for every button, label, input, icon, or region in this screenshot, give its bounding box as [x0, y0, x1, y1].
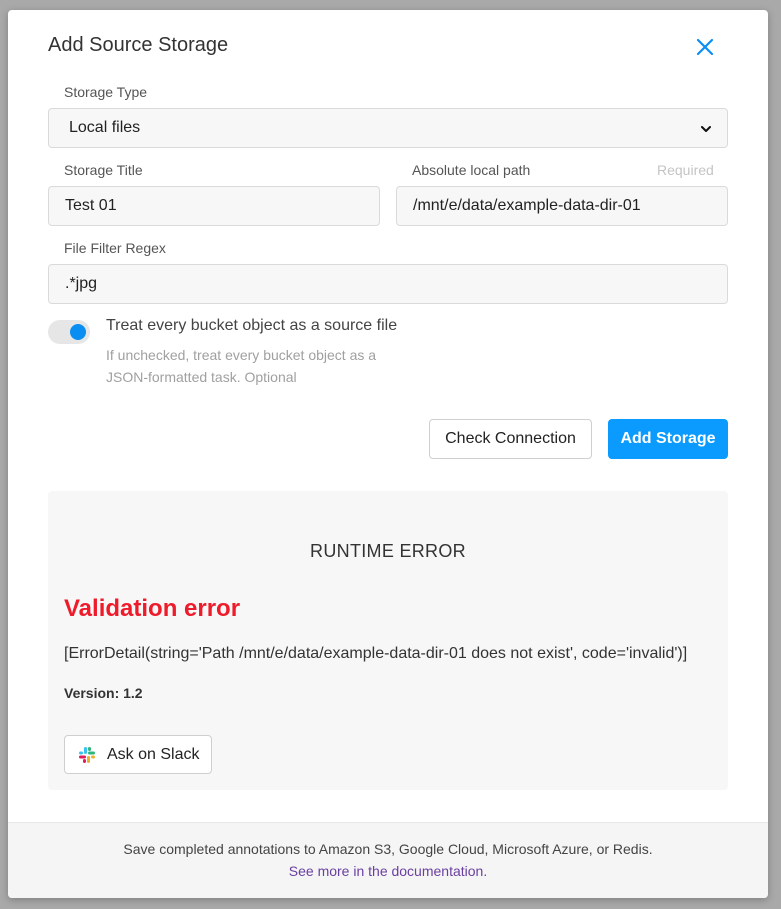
local-path-input[interactable]	[396, 186, 728, 226]
storage-type-select[interactable]	[48, 108, 728, 148]
add-source-storage-modal	[8, 10, 768, 898]
documentation-link[interactable]: See more in the documentation.	[288, 863, 488, 879]
storage-type-label: Storage Type	[64, 84, 148, 100]
local-path-label: Absolute local path	[412, 162, 531, 178]
error-detail: [ErrorDetail(string='Path /mnt/e/data/example-data-dir-01 does not exist', code='invalid')]	[64, 645, 688, 662]
treat-as-source-label: Treat every bucket object as a source file	[106, 317, 398, 334]
check-connection-button[interactable]: Check Connection	[429, 419, 592, 459]
file-filter-label: File Filter Regex	[64, 240, 166, 256]
chevron-down-icon	[699, 122, 713, 136]
modal-title: Add Source Storage	[48, 34, 229, 56]
version-text: Version: 1.2	[64, 685, 143, 701]
storage-type-value: Local files	[69, 119, 141, 136]
slack-icon	[78, 746, 96, 764]
modal-footer	[8, 822, 768, 898]
ask-on-slack-button[interactable]	[64, 735, 212, 774]
storage-title-label: Storage Title	[64, 162, 143, 178]
error-heading: RUNTIME ERROR	[310, 541, 466, 561]
toggle-knob	[70, 324, 86, 340]
error-title: Validation error	[64, 595, 241, 622]
required-hint: Required	[657, 162, 714, 178]
close-icon[interactable]	[694, 36, 716, 58]
storage-title-input[interactable]	[48, 186, 380, 226]
treat-as-source-toggle[interactable]	[48, 320, 90, 344]
footer-text: Save completed annotations to Amazon S3, Google Cloud, Microsoft Azure, or Redis.	[123, 841, 653, 857]
add-storage-button[interactable]: Add Storage	[608, 419, 728, 459]
treat-as-source-help: If unchecked, treat every bucket object as a JSON-formatted task. Optional	[106, 347, 377, 385]
file-filter-input[interactable]	[48, 264, 728, 304]
ask-on-slack-label: Ask on Slack	[107, 745, 200, 763]
runtime-error-panel	[48, 491, 728, 790]
